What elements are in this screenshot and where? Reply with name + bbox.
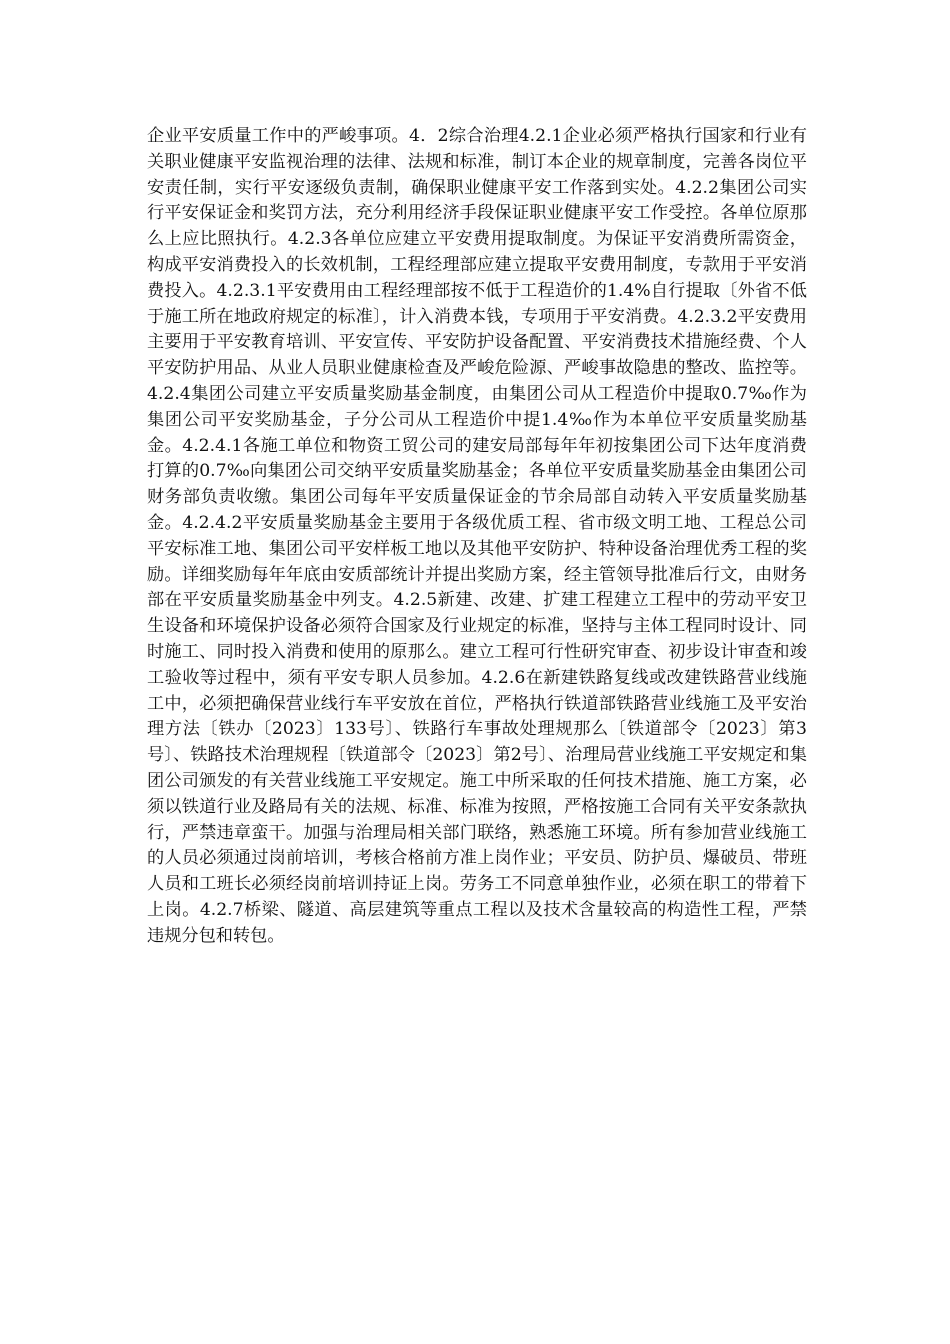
body-paragraph: 企业平安质量工作中的严峻事项。4．2综合治理4.2.1企业必须严格执行国家和行业有关职业健康平安监视治理的法律、法规和标准，制订本企业的规章制度，完善各岗位平安责任制，实行平安逐级负责制，确保职业健康平安工作落到实处。4.2.2集团公司实行平安保证金和奖罚方法，充分利用经济手段保证职业健康平安工作受控。各单位原那么上应比照执行。4.2.3各单位应建立平安费用提取制度。为保证平安消费所需资金，构成平安消费投入的长效机制，工程经理部应建立提取平安费用制度，专款用于平安消费投入。4.2.3.1平安费用由工程经理部按不低于工程造价的1.4%自行提取〔外省不低于施工所在地政府规定的标准〕，计入消费本钱，专项用于平安消费。4.2.3.2平安费用主要用于平安教育培训、平安宣传、平安防护设备配置、平安消费技术措施经费、个人平安防护用品、从业人员职业健康检查及严峻危险源、严峻事故隐患的整改、监控等。4.2.4集团公司建立平安质量奖励基金制度，由集团公司从工程造价中提取0.7‰作为集团公司平安奖励基金，子分公司从工程造价中提1.4‰作为本单位平安质量奖励基金。4.2.4.1各施工单位和物资工贸公司的建安局部每年年初按集团公司下达年度消费打算的0.7‰向集团公司交纳平安质量奖励基金；各单位平安质量奖励基金由集团公司财务部负责收缴。集团公司每年平安质量保证金的节余局部自动转入平安质量奖励基金。4.2.4.2平安质量奖励基金主要用于各级优质工程、省市级文明工地、工程总公司平安标准工地、集团公司平安样板工地以及其他平安防护、特种设备治理优秀工程的奖励。详细奖励每年年底由安质部统计并提出奖励方案，经主管领导批准后行文，由财务部在平安质量奖励基金中列支。4.2.5新建、改建、扩建工程建立工程中的劳动平安卫生设备和环境保护设备必须符合国家及行业规定的标准，坚持与主体工程同时设计、同时施工、同时投入消费和使用的原那么。建立工程可行性研究审查、初步设计审查和竣工验收等过程中，须有平安专职人员参加。4.2.6在新建铁路复线或改建铁路营业线施工中，必须把确保营业线行车平安放在首位，严格执行铁道部铁路营业线施工及平安治理方法〔铁办〔2023〕133号〕、铁路行车事故处理规那么〔铁道部令〔2023〕第3号〕、铁路技术治理规程〔铁道部令〔2023〕第2号〕、治理局营业线施工平安规定和集团公司颁发的有关营业线施工平安规定。施工中所采取的任何技术措施、施工方案，必须以铁道行业及路局有关的法规、标准、标准为按照，严格按施工合同有关平安条款执行，严禁违章蛮干。加强与治理局相关部门联络，熟悉施工环境。所有参加营业线施工的人员必须通过岗前培训，考核合格前方准上岗作业；平安员、防护员、爆破员、带班人员和工班长必须经岗前培训持证上岗。劳务工不同意单独作业，必须在职工的带着下上岗。4.2.7桥梁、隧道、高层建筑等重点工程以及技术含量较高的构造性工程，严禁违规分包和转包。 xyxy=(147,126,807,946)
document-body xyxy=(147,124,807,950)
